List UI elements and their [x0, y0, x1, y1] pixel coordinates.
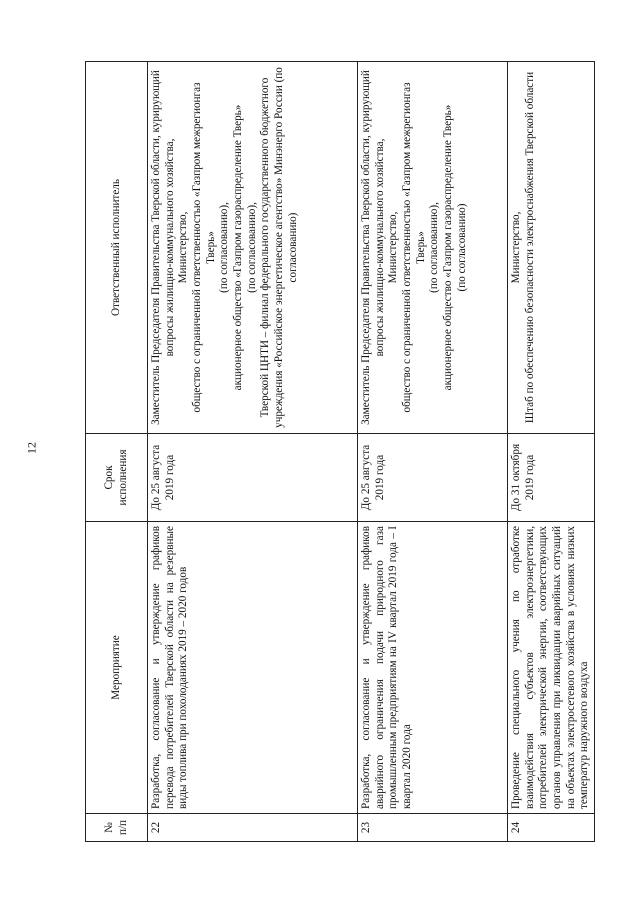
table-header-row [86, 62, 148, 842]
responsible-line: (по согласованию), [245, 202, 258, 293]
row-responsible [508, 62, 595, 434]
responsible-line: Министерство, [387, 211, 400, 284]
row-responsible [148, 62, 358, 434]
rotated-table-wrapper [85, 62, 591, 842]
table-row [148, 62, 358, 842]
page-number: 12 [24, 442, 39, 454]
table-row [358, 62, 508, 842]
row-activity: Разработка, согласование и утверждение графиков перевода потребителей Тверской области на резервные виды топлива при похолоданиях 2019 – 2020 годов [148, 522, 358, 814]
row-number: 23 [358, 814, 508, 842]
row-term: До 25 августа 2019 года [148, 434, 358, 522]
header-activity: Мероприятие [86, 522, 148, 814]
responsible-line: Тверской ЦНТИ – филиал федерального государственного бюджетного учреждения «Российское энергетическое агентство» Минэнерго России (по согласованию) [259, 67, 299, 428]
responsible-line: Заместитель Председателя Правительства Тверской области, курирующий вопросы жилищно-коммунального хозяйства, [150, 70, 176, 425]
header-term: Срок исполнения [86, 434, 148, 522]
row-number: 22 [148, 814, 358, 842]
header-number: № п/п [86, 814, 148, 842]
responsible-line: Заместитель Председателя Правительства Тверской области, курирующий вопросы жилищно-коммунального хозяйства, [360, 70, 386, 425]
responsible-line: Министерство, [510, 211, 522, 284]
row-number: 24 [508, 814, 595, 842]
responsible-line: (по согласованию), [428, 202, 441, 293]
plan-table [85, 61, 595, 842]
responsible-line: общество с ограниченной ответственностью «Газпром межрегионгаз Тверь» [400, 82, 427, 413]
responsible-line: Штаб по обеспечению безопасности электроснабжения Тверской области [523, 71, 536, 424]
row-term: До 25 августа 2019 года [358, 434, 508, 522]
table-row [508, 62, 595, 842]
row-activity: Разработка, согласование и утверждение графиков аварийного ограничения подачи природного газа промышленным предприятиям на IV квартал 2019 года – I квартал 2020 года [358, 522, 508, 814]
responsible-line: общество с ограниченной ответственностью «Газпром межрегионгаз Тверь» [190, 82, 217, 413]
responsible-line: (по согласованию), [218, 202, 231, 293]
header-responsible: Ответственный исполнитель [86, 62, 148, 434]
responsible-line: (по согласованию) [455, 203, 468, 292]
responsible-line: акционерное общество «Газпром газораспределение Тверь» [231, 104, 244, 391]
row-term: До 31 октября 2019 года [508, 434, 595, 522]
row-activity: Проведение специального учения по отработке взаимодействия субъектов электроэнергетики, потребителей электрической энергии, соответствующих органов управления при ликвидации аварийных ситуаций на объектах электросетевого хозяйства в условиях низких температур наружного воздуха [508, 522, 595, 814]
responsible-line: Министерство, [177, 211, 190, 284]
row-responsible [358, 62, 508, 434]
responsible-line: акционерное общество «Газпром газораспределение Тверь» [441, 104, 454, 391]
